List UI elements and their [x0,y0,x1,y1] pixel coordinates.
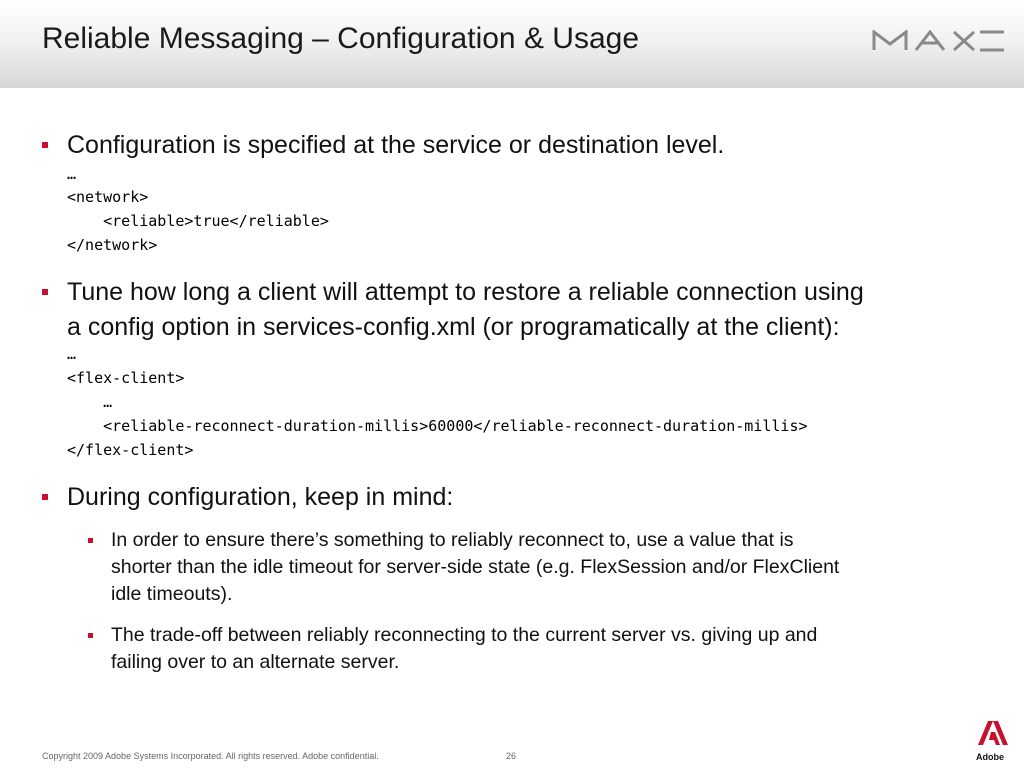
adobe-wordmark: Adobe [976,752,1004,762]
sub-bullet-marker [88,538,93,543]
code-line: … [67,393,113,411]
bullet-text: Configuration is specified at the service or destination level. [67,131,725,159]
sub-bullet-text-line: In order to ensure there’s something to reliably reconnect to, use a value that is [111,529,794,551]
bullet-text-line: a config option in services-config.xml (or programatically at the client): [67,313,840,341]
code-line: <flex-client> [67,369,185,387]
code-line: </network> [67,236,158,254]
sub-bullet-text-line: The trade-off between reliably reconnecting to the current server vs. giving up and [111,624,818,646]
code-line: … [67,345,77,363]
sub-bullet-text-line: failing over to an alternate server. [111,651,400,673]
bullet-marker [42,289,48,295]
adobe-logo [976,720,1010,760]
bullet-text-line: Tune how long a client will attempt to restore a reliable connection using [67,278,864,306]
code-line: <network> [67,188,149,206]
code-line: </flex-client> [67,441,194,459]
max-logo-icon [872,30,1006,52]
slide-title: Reliable Messaging – Configuration & Usage [42,22,640,55]
sub-bullet-text-line: shorter than the idle timeout for server-side state (e.g. FlexSession and/or FlexClient [111,556,840,578]
code-line: <reliable>true</reliable> [67,212,329,230]
bullet-text: During configuration, keep in mind: [67,483,454,511]
code-line: … [67,165,77,183]
footer-copyright: Copyright 2009 Adobe Systems Incorporated. All rights reserved. Adobe confidential. [42,751,379,761]
sub-bullet-marker [88,633,93,638]
page-number: 26 [506,751,517,761]
slide-header [0,0,1024,88]
sub-bullet-text-line: idle timeouts). [111,583,233,605]
bullet-marker [42,494,48,500]
code-line: <reliable-reconnect-duration-millis>60000</reliable-reconnect-duration-millis> [67,417,808,435]
bullet-marker [42,142,48,148]
adobe-a-icon [976,720,1010,746]
